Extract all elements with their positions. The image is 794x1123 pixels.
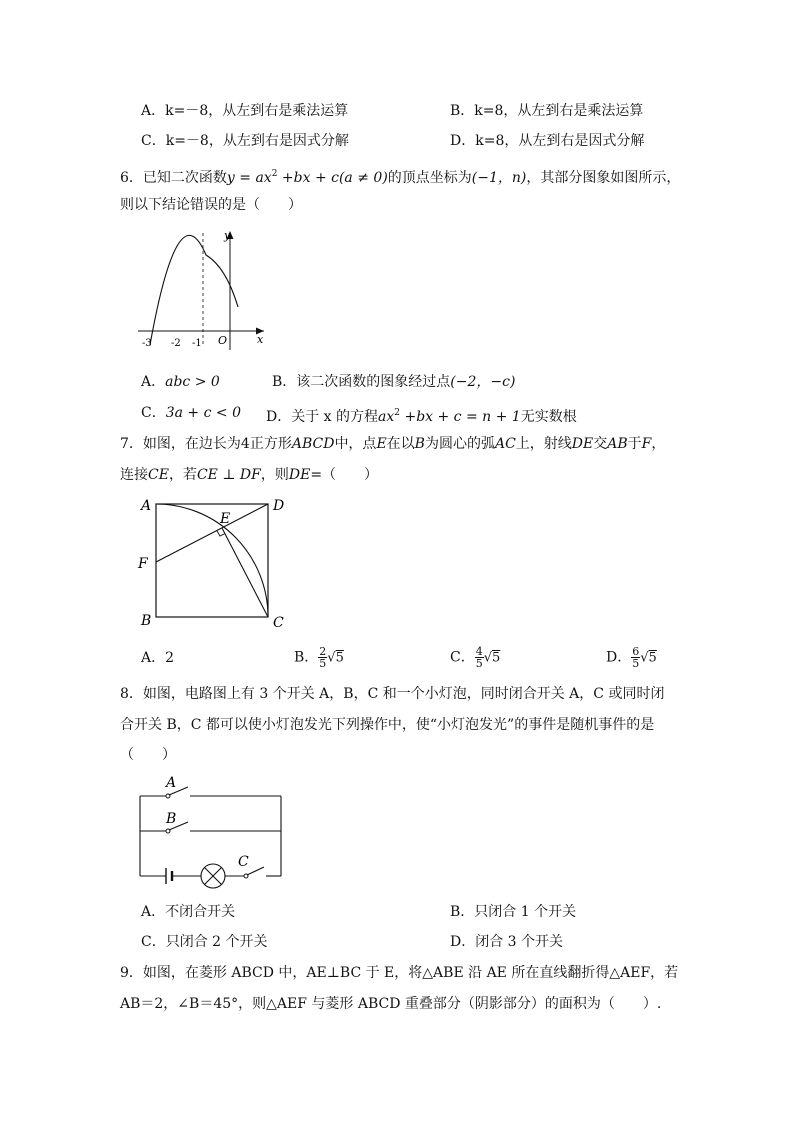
square <box>156 504 268 617</box>
origin-label: O <box>218 334 228 347</box>
y-label: y <box>224 229 231 242</box>
q5-option-d: D．k=8，从左到右是因式分解 <box>450 133 645 149</box>
q8-circuit-diagram <box>130 770 290 895</box>
label-switch-b: B <box>166 811 177 827</box>
q8-option-c: C．只闭合 2 个开关 <box>141 934 268 950</box>
q5-option-a: A．k=－8，从左到右是乘法运算 <box>141 103 349 119</box>
ray-df <box>156 504 268 562</box>
q6-option-a: A．abc > 0 <box>141 374 220 390</box>
q6-option-c: C．3a + c < 0 <box>141 405 241 421</box>
label-b: B <box>141 613 152 629</box>
q8-option-d: D．闭合 3 个开关 <box>450 934 564 950</box>
q7-stem-line2: 连接CE，若CE ⊥ DF，则DE=（ ） <box>120 467 379 483</box>
label-d: D <box>273 498 285 514</box>
q7-square-figure <box>135 492 295 632</box>
label-switch-c: C <box>238 854 249 870</box>
q8-option-b: B．只闭合 1 个开关 <box>450 904 577 920</box>
switch-c-blade <box>247 867 264 875</box>
q7-stem: 7．如图，在边长为4正方形ABCD中，点E在以B为圆心的弧AC上，射线DE交AB于F， <box>120 436 666 452</box>
q7-option-c: C． $\frac{4}{5}$ √5 <box>450 645 501 670</box>
parabola-curve <box>150 235 238 345</box>
q7-option-b: B． $\frac{2}{5}$ √5 <box>294 645 344 670</box>
tick-label: -2 <box>171 338 181 349</box>
x-label: x <box>257 333 264 346</box>
q8-stem-line1: 8．如图，电路图上有 3 个开关 A，B，C 和一个小灯泡，同时闭合开关 A，C 或同时闭 <box>120 686 665 702</box>
segment-ce <box>222 528 268 617</box>
tick-label: -3 <box>142 338 152 349</box>
q8-option-a: A．不闭合开关 <box>141 904 236 920</box>
label-c: C <box>273 615 284 631</box>
q5-option-b: B．k=8，从左到右是乘法运算 <box>450 103 644 119</box>
q8-stem-line3: （ ） <box>120 747 176 763</box>
q6-stem-line2: 则以下结论错误的是（ ） <box>120 197 302 213</box>
q7-option-d: D． $\frac{6}{5}$ √5 <box>606 645 657 670</box>
q8-stem-line2: 合开关 B，C 都可以使小灯泡发光下列操作中，使“小灯泡发光”的事件是随机事件的是 <box>120 717 655 733</box>
q6-stem: 6．已知二次函数$y = ax^2 +bx + c(a \ne 0)$的顶点坐标为(−1，n)，其部分图象如图所示， <box>120 169 681 186</box>
q9-stem-line1: 9．如图，在菱形 ABCD 中，AE⊥BC 于 E，将△ABE 沿 AE 所在直线翻折得△AEF，若 <box>120 965 679 981</box>
label-e: E <box>220 511 231 527</box>
label-f: F <box>138 556 148 572</box>
q7-option-a: A．2 <box>141 650 175 666</box>
label-switch-a: A <box>166 775 177 791</box>
q6-parabola-graph <box>130 225 270 355</box>
arc-ac <box>156 504 268 617</box>
q9-stem-line2: AB＝2，∠B＝45°，则△AEF 与菱形 ABCD 重叠部分（阴影部分）的面积为（ ）. <box>120 996 662 1012</box>
label-a: A <box>141 498 152 514</box>
tick-label: -1 <box>192 338 202 349</box>
q5-option-c: C．k=－8，从左到右是因式分解 <box>141 133 349 149</box>
q6-option-d: D．关于 x 的方程$ax^2 +bx + c = n + 1$无实数根 <box>266 408 577 425</box>
q6-option-b: B．该二次函数的图象经过点(−2，−c) <box>272 374 516 390</box>
